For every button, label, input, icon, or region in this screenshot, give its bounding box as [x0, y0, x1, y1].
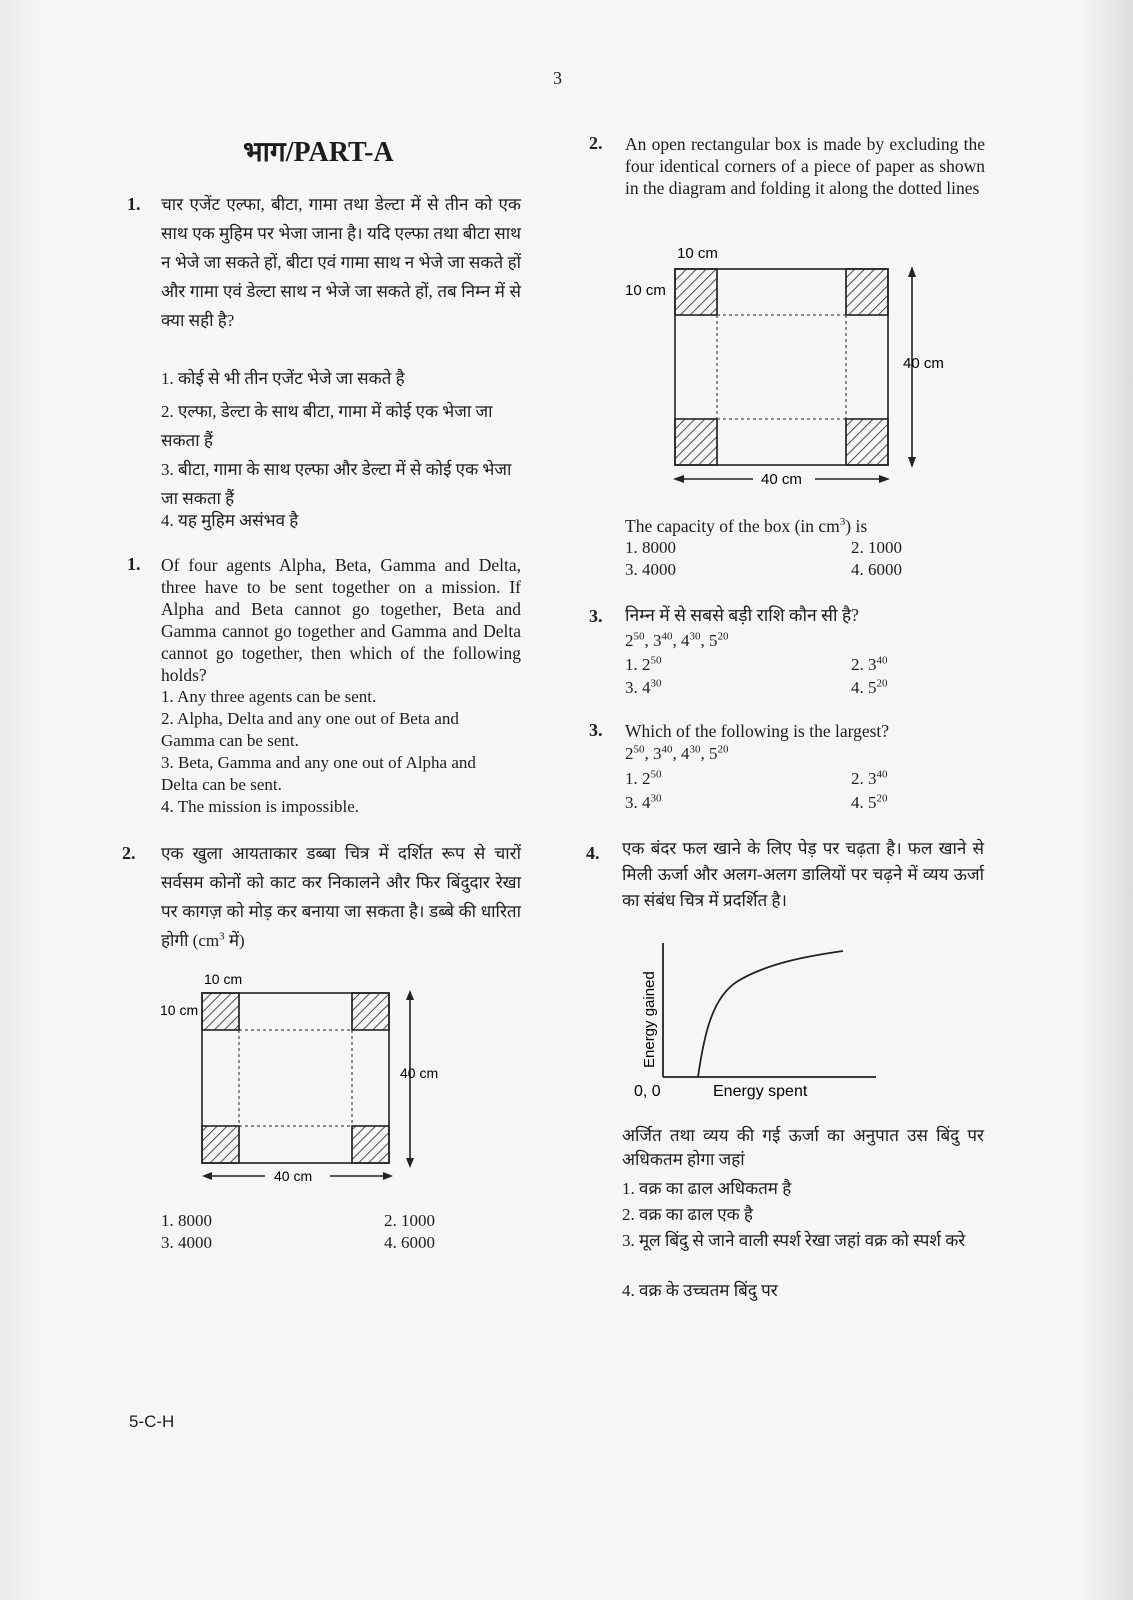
box-diagram-english [618, 238, 968, 496]
q2-hi-option-4: 4. 6000 [384, 1233, 435, 1252]
q2-en-option-2: 2. 1000 [851, 538, 902, 557]
q3-en-stem: Which of the following is the largest? [625, 721, 890, 741]
q2-hi-stem: एक खुला आयताकार डब्बा चित्र में दर्शित रूप से चारों सर्वसम कोनों को काट कर निकालने और फिर बिंदुदार रेखा पर कागज़ को मोड़ कर बनाया जा सकता है। डब्बे की धारिता होगी ($cm^3$ में) [161, 844, 521, 950]
q1-hi-option-4: 4. यह मुहिम असंभव है [161, 511, 299, 530]
q3-en-number: 3. [589, 720, 603, 740]
cut-corner-tr [352, 993, 389, 1030]
q3-en-number-list: $2^{50}$, $3^{40}$, $4^{30}$, $5^{20}$ [625, 743, 729, 763]
box-left-label: 10 cm [625, 282, 666, 299]
q4-hi-stem: एक बंदर फल खाने के लिए पेड़ पर चढ़ता है। फल खाने से मिली ऊर्जा और अलग-अलग डालियों पर चढ़ने में व्यय ऊर्जा का संबंध चित्र में प्रदर्शित है। [622, 839, 984, 910]
q4-hi-question: अर्जित तथा व्यय की गई ऊर्जा का अनुपात उस बिंदु पर अधिकतम होगा जहां [622, 1126, 984, 1169]
energy-curve [698, 951, 843, 1077]
graph-ylabel: Energy gained [641, 971, 658, 1068]
q3-en-option-2: 2. $3^{40}$ [851, 768, 888, 788]
q2-hi-option-2: 2. 1000 [384, 1211, 435, 1230]
q3-hi-stem: निम्न में से सबसे बड़ी राशि कौन सी है? [625, 605, 859, 625]
graph-origin: 0, 0 [634, 1083, 661, 1100]
q2-hi-number: 2. [122, 843, 136, 863]
box-left-label: 10 cm [160, 1002, 199, 1018]
box-bottom-label: 40 cm [761, 471, 802, 488]
q1-en-option-3: 3. Beta, Gamma and any one out of Alpha and Delta can be sent. [161, 753, 476, 794]
box-bottom-label: 40 cm [274, 1168, 313, 1184]
footer-code: 5-C-H [129, 1412, 175, 1431]
q1-en-option-2: 2. Alpha, Delta and any one out of Beta and Gamma can be sent. [161, 709, 459, 750]
q3-hi-number-list: $2^{50}$, $3^{40}$, $4^{30}$, $5^{20}$ [625, 630, 729, 650]
cut-corner-tl [675, 269, 717, 315]
cut-corner-bl [202, 1126, 239, 1163]
cut-corner-bl [675, 419, 717, 465]
q3-en-option-4: 4. $5^{20}$ [851, 792, 888, 812]
page-number: 3 [553, 68, 562, 88]
q4-hi-option-2: 2. वक्र का ढाल एक है [622, 1205, 753, 1224]
q3-hi-option-4: 4. $5^{20}$ [851, 677, 888, 697]
box-top-label: 10 cm [677, 245, 718, 262]
q4-hi-option-4: 4. वक्र के उच्चतम बिंदु पर [622, 1281, 778, 1300]
q1-en-stem: Of four agents Alpha, Beta, Gamma and Delta, three have to be sent together on a mission. If Alpha and Beta cannot go together, Beta and Gamma cannot go together and Gamma and Delta cannot go together, then which of the following holds? [161, 555, 521, 685]
part-heading: भाग/PART-A [243, 137, 394, 168]
q3-hi-option-2: 2. $3^{40}$ [851, 654, 888, 674]
q2-en-number: 2. [589, 133, 603, 153]
q4-hi-option-1: 1. वक्र का ढाल अधिकतम है [622, 1179, 792, 1198]
q3-hi-number: 3. [589, 606, 603, 626]
q3-hi-option-1: 1. $2^{50}$ [625, 654, 662, 674]
q1-en-option-4: 4. The mission is impossible. [161, 797, 360, 816]
q1-en-number: 1. [127, 554, 141, 574]
cut-corner-tr [846, 269, 888, 315]
q2-en-capacity: The capacity of the box (in $cm^3$) is [625, 516, 868, 536]
q2-en-option-1: 1. 8000 [625, 538, 676, 557]
q3-hi-option-3: 3. $4^{30}$ [625, 677, 662, 697]
box-top-label: 10 cm [204, 971, 243, 987]
energy-graph [628, 935, 888, 1107]
cut-corner-tl [202, 993, 239, 1030]
graph-xlabel: Energy spent [713, 1083, 808, 1100]
q3-en-option-3: 3. $4^{30}$ [625, 792, 662, 812]
q1-hi-number: 1. [127, 194, 141, 214]
q4-hi-option-3: 3. मूल बिंदु से जाने वाली स्पर्श रेखा जहां वक्र को स्पर्श करे [622, 1231, 966, 1250]
q3-en-option-1: 1. $2^{50}$ [625, 768, 662, 788]
cut-corner-br [352, 1126, 389, 1163]
q2-en-option-3: 3. 4000 [625, 560, 676, 579]
q1-en-option-1: 1. Any three agents can be sent. [161, 687, 377, 706]
cut-corner-br [846, 419, 888, 465]
box-diagram-hindi [150, 965, 460, 1195]
q4-hi-number: 4. [586, 843, 600, 863]
q2-en-option-4: 4. 6000 [851, 560, 902, 579]
q2-en-stem: An open rectangular box is made by excluding the four identical corners of a piece of paper as shown in the diagram and folding it along the dotted lines [625, 134, 985, 198]
q2-hi-option-1: 1. 8000 [161, 1211, 212, 1230]
q1-hi-option-2: 2. एल्फा, डेल्टा के साथ बीटा, गामा में कोई एक भेजा जा सकता हैं [161, 402, 493, 450]
q1-hi-option-3: 3. बीटा, गामा के साथ एल्फा और डेल्टा में से कोई एक भेजा जा सकता हैं [161, 460, 512, 508]
q2-hi-option-3: 3. 4000 [161, 1233, 212, 1252]
q1-hi-option-1: 1. कोई से भी तीन एजेंट भेजे जा सकते है [161, 369, 405, 388]
q1-hi-stem: चार एजेंट एल्फा, बीटा, गामा तथा डेल्टा में से तीन को एक साथ एक मुहिम पर भेजा जाना है। यदि एल्फा तथा बीटा साथ न भेजे जा सकते हों, बीटा एवं गामा साथ न भेजे जा सकते हों और गामा एवं डेल्टा साथ न भेजे जा सकते हों, तब निम्न में से क्या सही है? [161, 195, 521, 330]
box-right-label: 40 cm [903, 355, 944, 372]
box-right-label: 40 cm [400, 1065, 439, 1081]
